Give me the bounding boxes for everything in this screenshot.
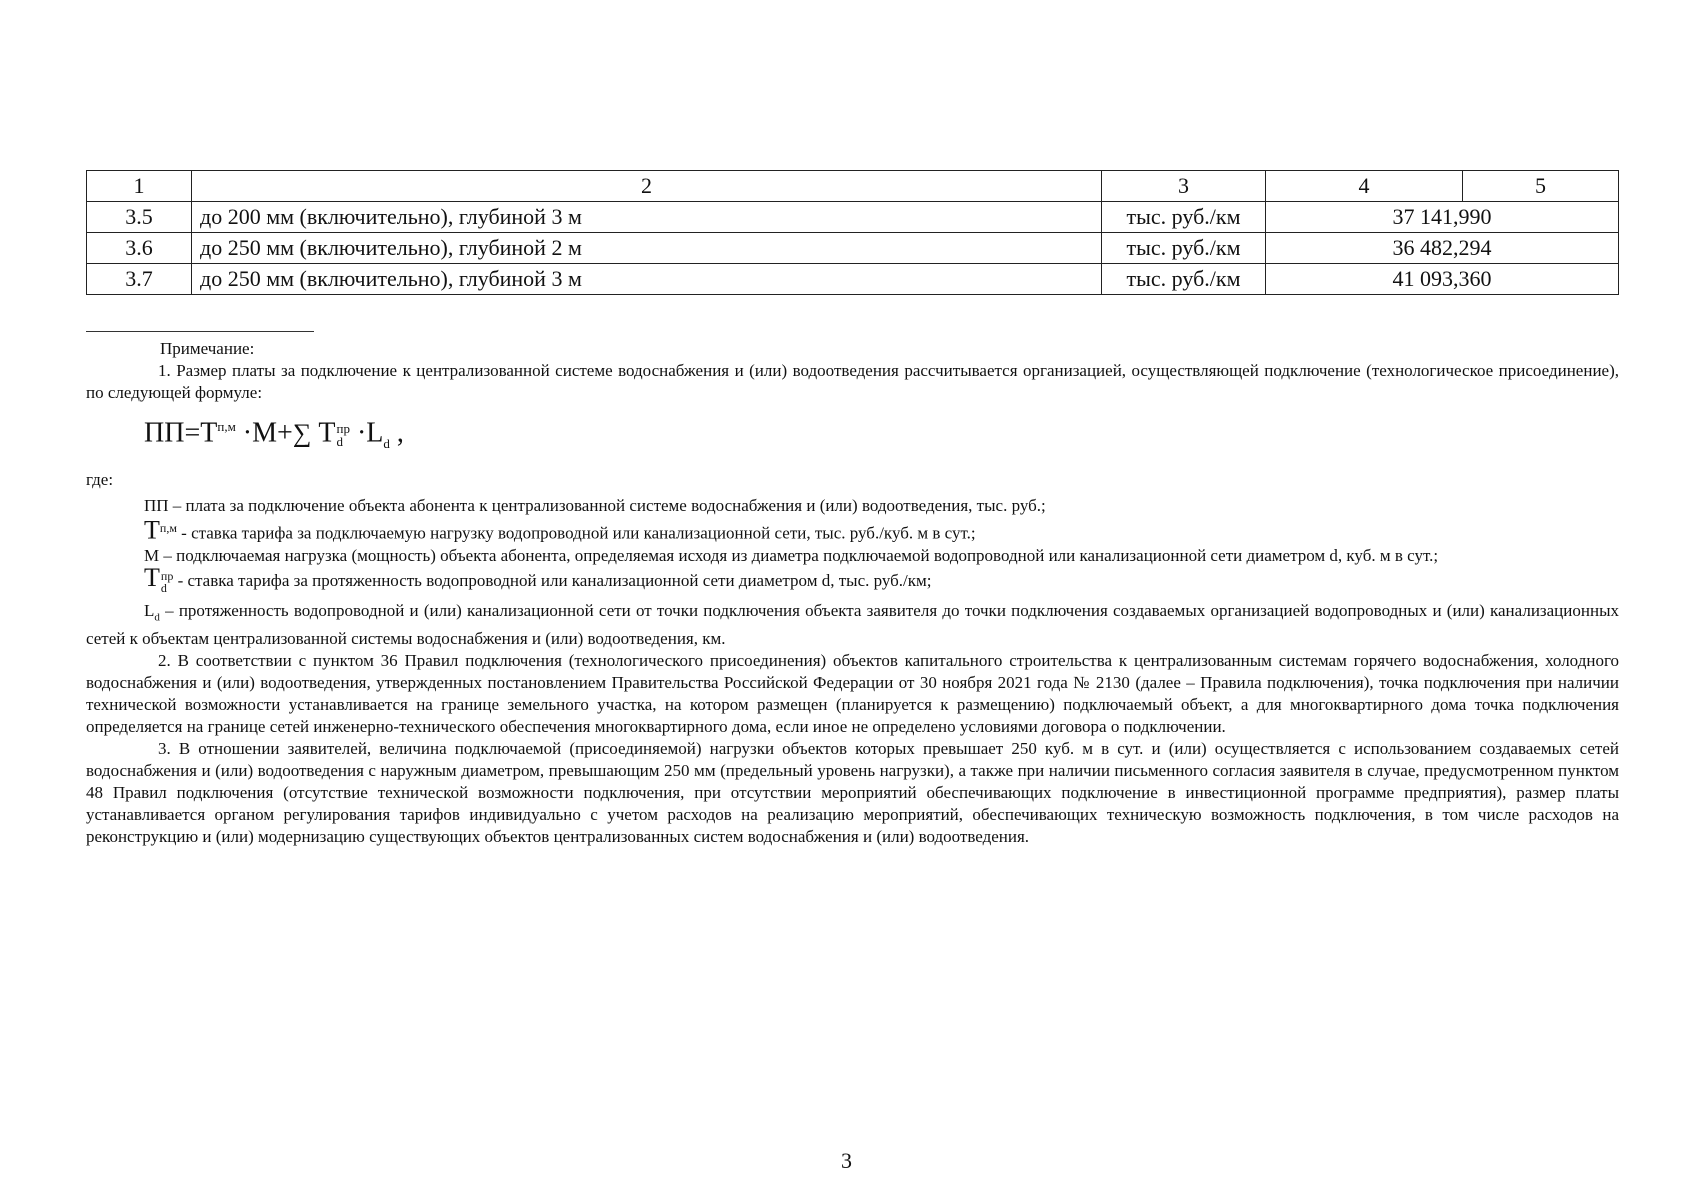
definition-pp: ПП – плата за подключение объекта абонента к централизованной системе водоснабжения и (или) водоотведения, тыс. руб.; xyxy=(144,495,1046,515)
formula-eq: = xyxy=(184,417,201,449)
tpm-text: - ставка тарифа за подключаемую нагрузку водопроводной или канализационной сети, тыс. руб./куб. м в сут.; xyxy=(176,523,976,543)
table-row xyxy=(87,264,1619,295)
formula-t: Т xyxy=(200,417,218,449)
header-cell: 2 xyxy=(192,171,1102,202)
ld-sub: d xyxy=(154,611,160,624)
fee-formula xyxy=(86,410,1619,461)
formula-tail: , xyxy=(396,417,404,449)
formula-dot-m: ·М xyxy=(242,417,278,449)
formula-t2-scripts xyxy=(336,422,349,448)
definition-tpm xyxy=(86,517,1619,545)
table-row xyxy=(87,233,1619,264)
ld-text: – протяженность водопроводной и (или) канализационной сети от точки подключения объекта заявителя до точки подключения создаваемых организацией водопроводных и (или) канализационных сетей к объектам централизованной системы водоснабжения и (или) водоотведения, км. xyxy=(86,600,1619,649)
row-number: 3.5 xyxy=(87,202,192,233)
formula-t2: Т xyxy=(318,417,336,449)
tpm-sup: п,м xyxy=(159,520,177,535)
notes-section xyxy=(86,338,1619,848)
tpr-scripts xyxy=(161,570,173,594)
row-number: 3.6 xyxy=(87,233,192,264)
formula-t-sup: п,м xyxy=(217,419,236,434)
tpr-text: - ставка тарифа за протяженность водопроводной или канализационной сети диаметром d, тыс. руб./км; xyxy=(173,570,932,590)
notes-heading: Примечание: xyxy=(160,339,255,358)
header-cell: 3 xyxy=(1102,171,1266,202)
header-cell: 4 xyxy=(1266,171,1463,202)
note-paragraph-2: 2. В соответствии с пунктом 36 Правил подключения (технологического присоединения) объектов капитального строительства к централизованным системам горячего водоснабжения, холодного водоснабжения и (или) водоотведения, утвержденных постановлением Правительства Российской Федерации от 30 ноября 2021 года № 2130 (далее – Правила подключения), точка подключения при наличии технической возможности устанавливается на границе земельного участка, на котором размещен (планируется к размещению) подключаемый объект, а для многоквартирного дома точка подключения определяется на границе сетей инженерно-технического обеспечения многоквартирного дома, если иное не определено условиями договора о подключении. xyxy=(86,651,1619,737)
row-value: 37 141,990 xyxy=(1266,202,1619,233)
table-header-row xyxy=(87,171,1619,202)
sum-symbol: ∑ xyxy=(292,418,312,448)
header-cell: 5 xyxy=(1463,171,1619,202)
formula-t2-sub: d xyxy=(336,433,343,449)
note-paragraph-1: 1. Размер платы за подключение к централизованной системе водоснабжения и (или) водоотведения рассчитывается организацией, осуществляющей подключение (технологическое присоединение), по следующей формуле: xyxy=(86,361,1619,402)
definition-tpr xyxy=(86,562,1619,595)
row-number: 3.7 xyxy=(87,264,192,295)
where-label: где: xyxy=(86,469,114,489)
tpr-sup: пр xyxy=(160,568,174,583)
row-value: 36 482,294 xyxy=(1266,233,1619,264)
formula-lhs: ПП xyxy=(144,417,185,449)
ld-symbol: L xyxy=(144,600,155,620)
tariff-table xyxy=(86,170,1619,295)
tpm-symbol: Т xyxy=(144,515,160,545)
page-number: 3 xyxy=(841,1148,852,1173)
row-description: до 250 мм (включительно), глубиной 3 м xyxy=(192,264,1102,295)
footnote-rule xyxy=(86,331,314,332)
row-description: до 200 мм (включительно), глубиной 3 м xyxy=(192,202,1102,233)
formula-plus: + xyxy=(277,417,293,449)
header-cell: 1 xyxy=(87,171,192,202)
note-paragraph-3: 3. В отношении заявителей, величина подключаемой (присоединяемой) нагрузки объектов которых превышает 250 куб. м в сут. и (или) осуществляется с использованием создаваемых сетей водоснабжения и (или) водоотведения с наружным диаметром, превышающим 250 мм (предельный уровень нагрузки), а также при наличии письменного согласия заявителя в случае, предусмотренном пунктом 48 Правил подключения (отсутствие технической возможности подключения, при отсутствии мероприятий обеспечивающих подключение в инвестиционной программе предприятия), размер платы устанавливается органом регулирования тарифов индивидуально с учетом расходов на реализацию мероприятий, обеспечивающих техническую возможность подключения, в том числе расходов на реконструкцию и (или) модернизацию существующих объектов централизованных систем водоснабжения и (или) водоотведения. xyxy=(86,739,1619,847)
tpr-symbol: Т xyxy=(144,562,160,592)
row-value: 41 093,360 xyxy=(1266,264,1619,295)
row-description: до 250 мм (включительно), глубиной 2 м xyxy=(192,233,1102,264)
row-unit: тыс. руб./км xyxy=(1102,233,1266,264)
row-unit: тыс. руб./км xyxy=(1102,202,1266,233)
formula-l-sub: d xyxy=(383,435,390,451)
table-row xyxy=(87,202,1619,233)
formula-t2-sup: пр xyxy=(336,420,350,436)
definition-m: М – подключаемая нагрузка (мощность) объекта абонента, определяемая исходя из диаметра подключаемой водопроводной или канализационной сети диаметром d, куб. м в сут.; xyxy=(144,545,1439,565)
row-unit: тыс. руб./км xyxy=(1102,264,1266,295)
formula-dot-l: ·L xyxy=(356,417,384,449)
definition-ld xyxy=(86,600,1619,650)
tpr-sub: d xyxy=(160,580,167,595)
